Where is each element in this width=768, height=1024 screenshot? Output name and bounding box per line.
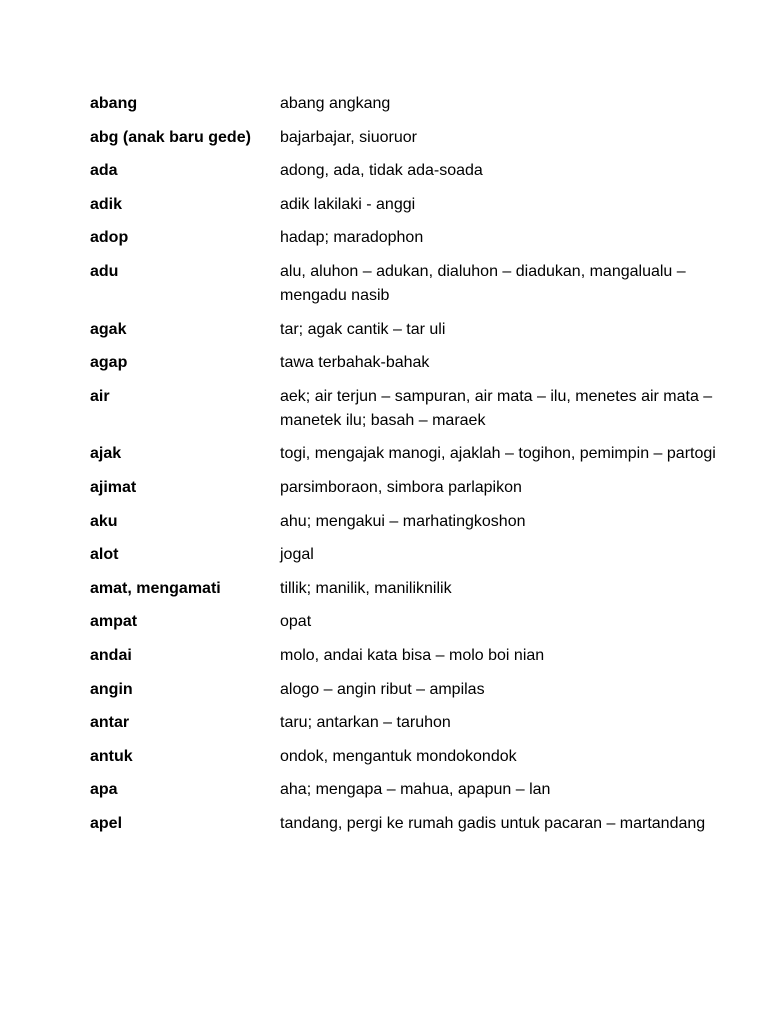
entry-abg [90, 126, 730, 150]
entry-agak [90, 318, 730, 342]
entry-amat [90, 577, 730, 601]
entry-adik [90, 193, 730, 217]
entry-alot [90, 543, 730, 567]
entry-ampat [90, 610, 730, 634]
entry-term: antar [90, 714, 130, 732]
entry-term: agap [90, 354, 128, 372]
entry-antuk [90, 745, 730, 769]
entry-definition: aek; air terjun – sampuran, air mata – ilu, menetes air mata – manetek ilu; basah – maraek [280, 387, 713, 429]
entry-definition: tar; agak cantik – tar uli [280, 320, 446, 338]
entry-term: apa [90, 781, 118, 799]
entry-definition: tawa terbahak-bahak [280, 354, 430, 372]
entry-definition: adong, ada, tidak ada-soada [280, 162, 483, 180]
entry-antar [90, 711, 730, 735]
entry-definition: opat [280, 613, 312, 631]
entry-term: amat, mengamati [90, 579, 221, 597]
entry-definition: tandang, pergi ke rumah gadis untuk pacaran – martandang [280, 814, 706, 832]
entry-term: agak [90, 320, 127, 338]
entry-definition: jogal [280, 546, 314, 564]
entry-term: andai [90, 646, 132, 664]
entry-apa [90, 778, 730, 802]
entry-term: adik [90, 195, 123, 213]
entry-term: alot [90, 546, 119, 564]
entry-ada [90, 159, 730, 183]
entry-adu [90, 260, 730, 308]
entry-term: apel [90, 814, 123, 832]
entry-adop [90, 226, 730, 250]
entry-term: ampat [90, 613, 138, 631]
entry-term: abg (anak baru gede) [90, 128, 251, 146]
entry-term: aku [90, 512, 118, 530]
entry-term: ajimat [90, 478, 137, 496]
entry-definition: aha; mengapa – mahua, apapun – lan [280, 781, 551, 799]
entry-term: antuk [90, 747, 133, 765]
entry-definition: ahu; mengakui – marhatingkoshon [280, 512, 526, 530]
entry-definition: hadap; maradophon [280, 229, 424, 247]
entry-term: air [90, 387, 110, 405]
entry-definition: parsimboraon, simbora parlapikon [280, 478, 522, 496]
entry-term: adop [90, 229, 129, 247]
entry-ajimat [90, 476, 730, 500]
entry-term: angin [90, 680, 133, 698]
entry-definition: abang angkang [280, 95, 391, 112]
entry-aku [90, 510, 730, 534]
entry-definition: alu, aluhon – adukan, dialuhon – diadukan, mangalualu – mengadu nasib [280, 262, 686, 304]
entry-andai [90, 644, 730, 668]
entry-definition: molo, andai kata bisa – molo boi nian [280, 646, 545, 664]
entry-definition: adik lakilaki - anggi [280, 195, 416, 213]
dictionary-list [90, 92, 730, 845]
entry-ajak [90, 442, 730, 466]
entry-agap [90, 351, 730, 375]
entry-definition: togi, mengajak manogi, ajaklah – togihon, pemimpin – partogi [280, 445, 716, 463]
entry-definition: tillik; manilik, maniliknilik [280, 579, 452, 597]
entry-definition: bajarbajar, siuoruor [280, 128, 417, 146]
entry-term: ajak [90, 445, 122, 463]
entry-term: adu [90, 262, 119, 280]
entry-definition: ondok, mengantuk mondokondok [280, 747, 517, 765]
entry-term: ada [90, 162, 118, 180]
entry-abang [90, 92, 730, 116]
entry-angin [90, 678, 730, 702]
entry-term: abang [90, 95, 138, 112]
entry-definition: taru; antarkan – taruhon [280, 714, 451, 732]
entry-definition: alogo – angin ribut – ampilas [280, 680, 485, 698]
entry-air [90, 385, 730, 433]
entry-apel [90, 812, 730, 836]
